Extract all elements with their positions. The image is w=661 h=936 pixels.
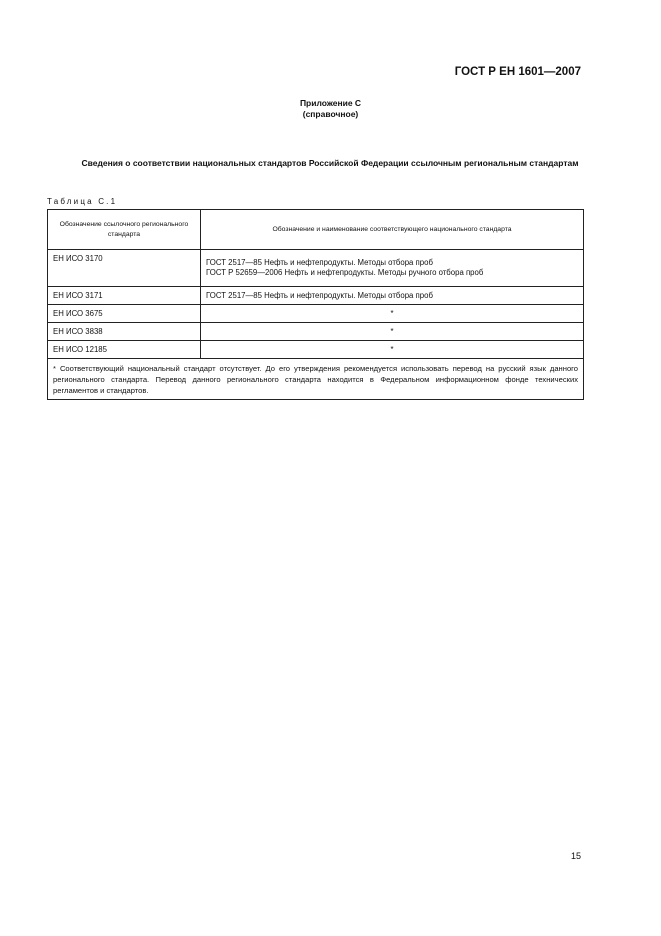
- header-cell: Обозначение и наименование соответствующего национального стандарта: [201, 210, 584, 250]
- national-cell: *: [201, 341, 584, 359]
- ref-cell: ЕН ИСО 3675: [48, 305, 201, 323]
- table-row: [48, 323, 584, 341]
- header-cell: Обозначение ссылочного регионального стандарта: [48, 210, 201, 250]
- ref-cell: ЕН ИСО 12185: [48, 341, 201, 359]
- ref-cell: ЕН ИСО 3171: [48, 287, 201, 305]
- table-row: [48, 341, 584, 359]
- table-row: [48, 287, 584, 305]
- national-cell: *: [201, 305, 584, 323]
- national-cell: *: [201, 323, 584, 341]
- national-cell: [201, 250, 584, 287]
- correspondence-table: [47, 209, 584, 400]
- document-code: ГОСТ Р ЕН 1601—2007: [454, 66, 581, 78]
- national-cell: ГОСТ 2517—85 Нефть и нефтепродукты. Методы отбора проб: [201, 287, 584, 305]
- ref-cell: ЕН ИСО 3838: [48, 323, 201, 341]
- table-footnote-row: [48, 359, 584, 400]
- table-row: [48, 250, 584, 287]
- ref-cell: ЕН ИСО 3170: [48, 250, 201, 287]
- table-label: Таблица С.1: [47, 197, 118, 206]
- annex-subtitle: (справочное): [302, 109, 359, 119]
- table-footnote: * Соответствующий национальный стандарт отсутствует. До его утверждения рекомендуется использовать перевод на русский язык данного регионального стандарта. Перевод данного регионального стандарта находится в Федеральном информационном фонде технических регламентов и стандартов.: [48, 359, 584, 400]
- page-number: 15: [570, 851, 581, 861]
- section-title: Сведения о соответствии национальных стандартов Российской Федерации ссылочным региональным стандартам: [81, 158, 579, 168]
- table-row: [48, 305, 584, 323]
- national-line: ГОСТ 2517—85 Нефть и нефтепродукты. Методы отбора проб: [206, 257, 433, 267]
- annex-heading: [0, 98, 661, 120]
- table-header-row: [48, 210, 584, 250]
- national-line: ГОСТ Р 52659—2006 Нефть и нефтепродукты. Методы ручного отбора проб: [206, 268, 484, 277]
- annex-title: Приложение С: [299, 98, 362, 108]
